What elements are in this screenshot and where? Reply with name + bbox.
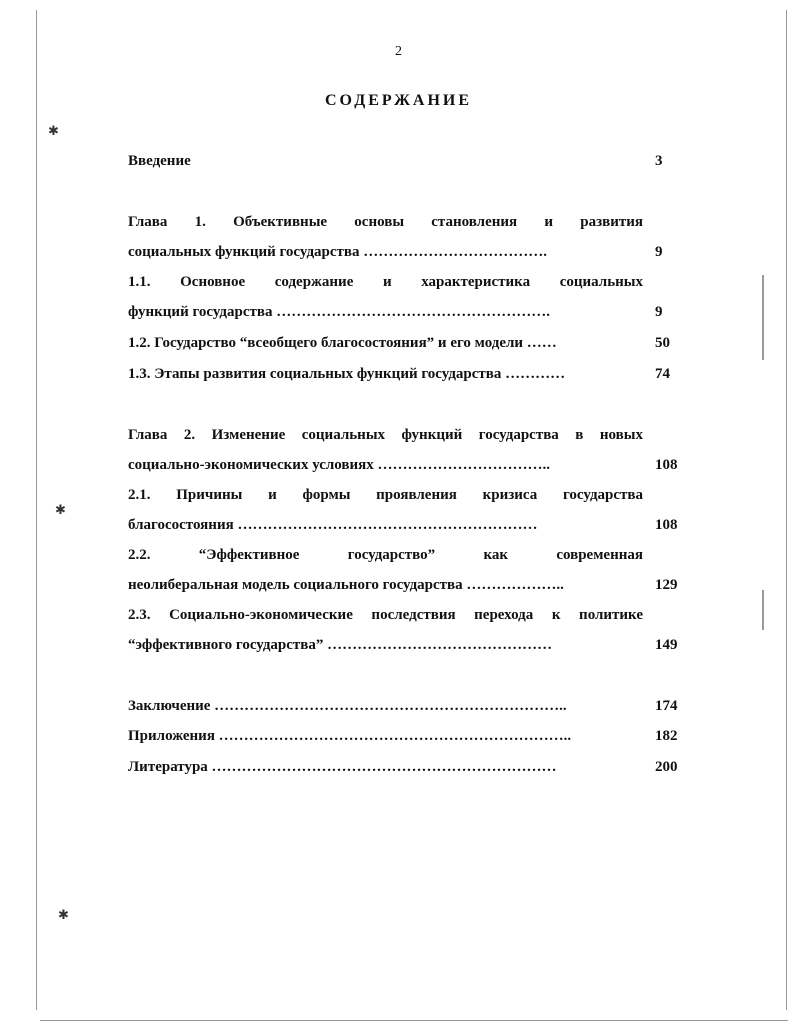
toc-s22-line1: 2.2. “Эффективное государство” как современная bbox=[128, 547, 643, 563]
toc-s11-line2: функций государства ………………………………………………. bbox=[128, 304, 550, 320]
scan-edge-left bbox=[36, 10, 37, 1010]
toc-s13: 1.3. Этапы развития социальных функций государства ………… bbox=[128, 366, 566, 382]
binding-hole-mark-3: ✱ bbox=[58, 908, 69, 923]
scan-mark-right-2 bbox=[762, 590, 764, 630]
toc-page-s21: 108 bbox=[655, 517, 678, 533]
toc-literature: Литература …………………………………………………………… bbox=[128, 759, 557, 775]
toc-conclusion: Заключение …………………………………………………………….. bbox=[128, 698, 567, 714]
toc-s22-line2: неолиберальная модель социального государства ……………….. bbox=[128, 577, 564, 593]
toc-chapter1-line1: Глава 1. Объективные основы становления и развития bbox=[128, 214, 643, 230]
page-number: 2 bbox=[395, 44, 402, 59]
toc-s21-line1: 2.1. Причины и формы проявления кризиса государства bbox=[128, 487, 643, 503]
toc-s21-line2: благосостояния …………………………………………………… bbox=[128, 517, 538, 533]
page-title: СОДЕРЖАНИЕ bbox=[324, 92, 473, 109]
scan-edge-bottom bbox=[40, 1020, 788, 1021]
toc-appendix: Приложения …………………………………………………………….. bbox=[128, 728, 572, 744]
toc-page-chapter1: 9 bbox=[655, 244, 663, 260]
toc-page-s12: 50 bbox=[655, 335, 670, 351]
toc-s23-line1: 2.3. Социально-экономические последствия перехода к политике bbox=[128, 607, 643, 623]
toc-page-chapter2: 108 bbox=[655, 457, 678, 473]
toc-page-s23: 149 bbox=[655, 637, 678, 653]
toc-page-s13: 74 bbox=[655, 366, 670, 382]
toc-chapter1-line2: социальных функций государства ………………………………. bbox=[128, 244, 548, 260]
toc-page-conclusion: 174 bbox=[655, 698, 678, 714]
toc-chapter2-line2: социально-экономических условиях …………………………….. bbox=[128, 457, 551, 473]
toc-page-appendix: 182 bbox=[655, 728, 678, 744]
toc-s11-line1: 1.1. Основное содержание и характеристика социальных bbox=[128, 274, 643, 290]
toc-entry-intro: Введение bbox=[128, 153, 191, 169]
toc-chapter2-line1: Глава 2. Изменение социальных функций государства в новых bbox=[128, 427, 643, 443]
toc-page-literature: 200 bbox=[655, 759, 678, 775]
binding-hole-mark-2: ✱ bbox=[55, 503, 66, 518]
scan-edge-right bbox=[786, 10, 787, 1010]
toc-s12: 1.2. Государство “всеобщего благосостояния” и его модели …… bbox=[128, 335, 557, 351]
toc-page-intro: 3 bbox=[655, 153, 663, 169]
binding-hole-mark-1: ✱ bbox=[48, 124, 59, 139]
toc-page-s22: 129 bbox=[655, 577, 678, 593]
toc-page-s11: 9 bbox=[655, 304, 663, 320]
scan-mark-right-1 bbox=[762, 275, 764, 360]
toc-s23-line2: “эффективного государства” ……………………………………… bbox=[128, 637, 553, 653]
